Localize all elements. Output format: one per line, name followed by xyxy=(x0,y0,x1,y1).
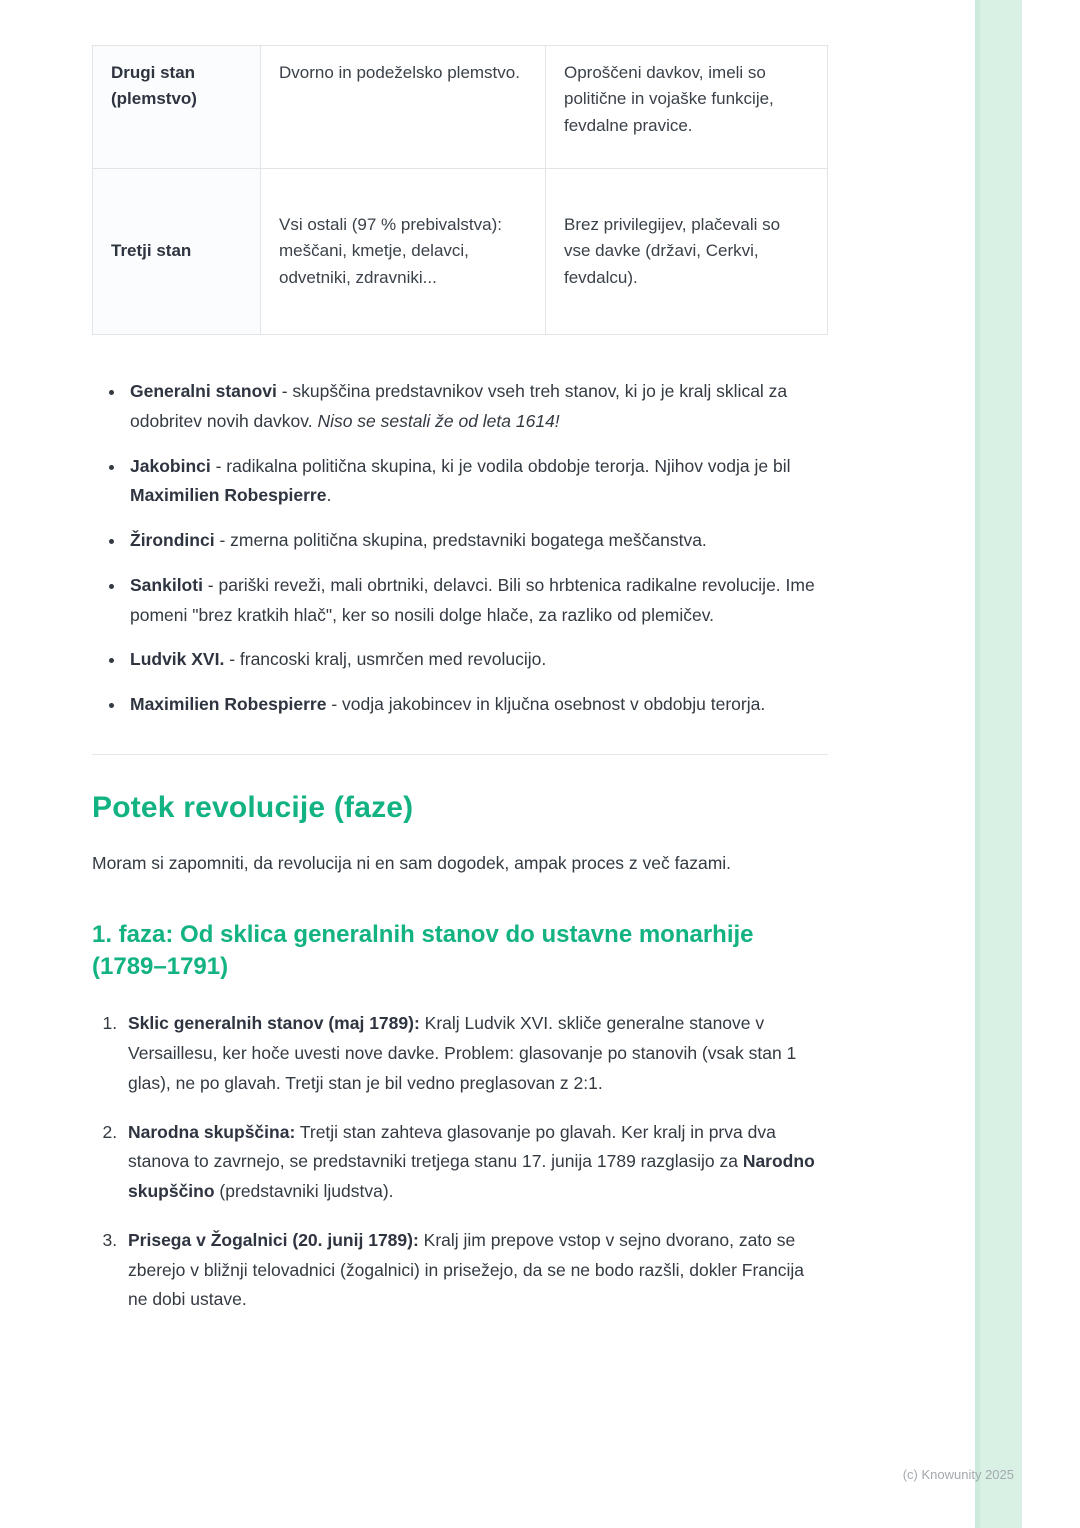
step-sklic-generalnih-stanov xyxy=(122,1009,828,1098)
text-segment: Ludvik XVI. xyxy=(130,649,225,670)
estate-description-cell: Vsi ostali (97 % prebivalstva): meščani, kmetje, delavci, odvetniki, zdravniki... xyxy=(261,169,546,335)
text-segment: Generalni stanovi xyxy=(130,381,277,401)
table-row-second-estate xyxy=(93,46,828,169)
text-segment: - pariški reveži, mali obrtniki, delavci. Bili so hrbtenica radikalne revolucije. Ime pomeni "brez kratkih hlač", ker so nosili dolge hlače, za razliko od plemičev. xyxy=(130,574,815,625)
text-segment: . xyxy=(326,485,332,506)
glossary-item-robespierre xyxy=(126,690,828,720)
step-narodna-skupscina xyxy=(122,1118,828,1207)
section-title: Potek revolucije (faze) xyxy=(92,790,414,824)
glossary-item-zirondinci xyxy=(126,526,828,556)
text-segment: Tretji stan zahteva glasovanje po glavah. Ker kralj in prva dva stanova to zavrnejo, se predstavniki tretjega stanu 17. junija 1789 razglasijo za xyxy=(128,1121,776,1172)
glossary-item-generalni-stanovi xyxy=(126,377,828,437)
text-segment: - zmerna politična skupina, predstavniki bogatega meščanstva. xyxy=(214,530,707,550)
text-segment: Kralj Ludvik XVI. skliče generalne stanove v Versaillesu, ker hoče uvesti nove davke. Problem: glasovanje po stanovih (vsak stan 1 glas), ne po glavah. Tretji stan je bil vedno preglasovan z 2:1. xyxy=(128,1013,797,1093)
page-accent-stripe xyxy=(975,0,1022,1528)
step-prisega-v-zogalnici xyxy=(122,1226,828,1315)
text-segment: Maximilien Robespierre xyxy=(130,694,327,714)
text-segment: Žirondinci xyxy=(130,530,215,550)
text-segment: Maximilien Robespierre xyxy=(130,485,327,506)
text-segment: Kralj jim prepove vstop v sejno dvorano, zato se zberejo v bližnji telovadnici (žogalnici) in prisežejo, da se ne bodo razšli, dokler Francija ne dobi ustave. xyxy=(128,1229,805,1310)
table-row-third-estate xyxy=(93,169,828,335)
text-segment: Jakobinci xyxy=(130,455,211,476)
text-segment: - skupščina predstavnikov vseh treh stanov, ki jo je kralj sklical za odobritev novih davkov. xyxy=(130,381,788,431)
estate-name-cell: Drugi stan (plemstvo) xyxy=(93,46,261,169)
estate-rights-cell: Brez privilegijev, plačevali so vse davke (državi, Cerkvi, fevdalcu). xyxy=(546,169,828,335)
glossary-item-jakobinci xyxy=(126,452,828,512)
phase-1-heading: 1. faza: Od sklica generalnih stanov do ustavne monarhije (1789–1791) xyxy=(92,920,754,980)
text-segment: Narodno skupščino xyxy=(128,1151,815,1202)
section-intro-paragraph: Moram si zapomniti, da revolucija ni en sam dogodek, ampak proces z več fazami. xyxy=(92,852,732,873)
text-segment: Narodna skupščina: xyxy=(128,1121,296,1142)
section-divider xyxy=(92,754,828,755)
text-segment: Sankiloti xyxy=(130,574,203,595)
text-segment: - francoski kralj, usmrčen med revolucijo. xyxy=(224,649,547,670)
glossary-item-sankiloti xyxy=(126,571,828,631)
text-segment: Sklic generalnih stanov (maj 1789): xyxy=(128,1013,420,1034)
copyright-notice: (c) Knowunity 2025 xyxy=(902,1467,1014,1482)
estates-table xyxy=(92,45,828,335)
estate-rights-cell: Oproščeni davkov, imeli so politične in vojaške funkcije, fevdalne pravice. xyxy=(546,46,828,169)
estate-description-cell: Dvorno in podeželsko plemstvo. xyxy=(261,46,546,169)
glossary-item-ludvik-xvi xyxy=(126,645,828,675)
text-segment: Prisega v Žogalnici (20. junij 1789): xyxy=(128,1229,419,1250)
text-segment: - vodja jakobincev in ključna osebnost v obdobju terorja. xyxy=(326,694,766,714)
glossary-list xyxy=(92,377,828,720)
phase-1-steps-list xyxy=(92,1009,828,1315)
text-segment: Niso se sestali že od leta 1614! xyxy=(317,410,560,431)
text-segment: - radikalna politična skupina, ki je vodila obdobje terorja. Njihov vodja je bil xyxy=(210,455,791,476)
text-segment: (predstavniki ljudstva). xyxy=(214,1181,394,1202)
estate-name-cell: Tretji stan xyxy=(93,169,261,335)
document-content xyxy=(92,45,828,1334)
